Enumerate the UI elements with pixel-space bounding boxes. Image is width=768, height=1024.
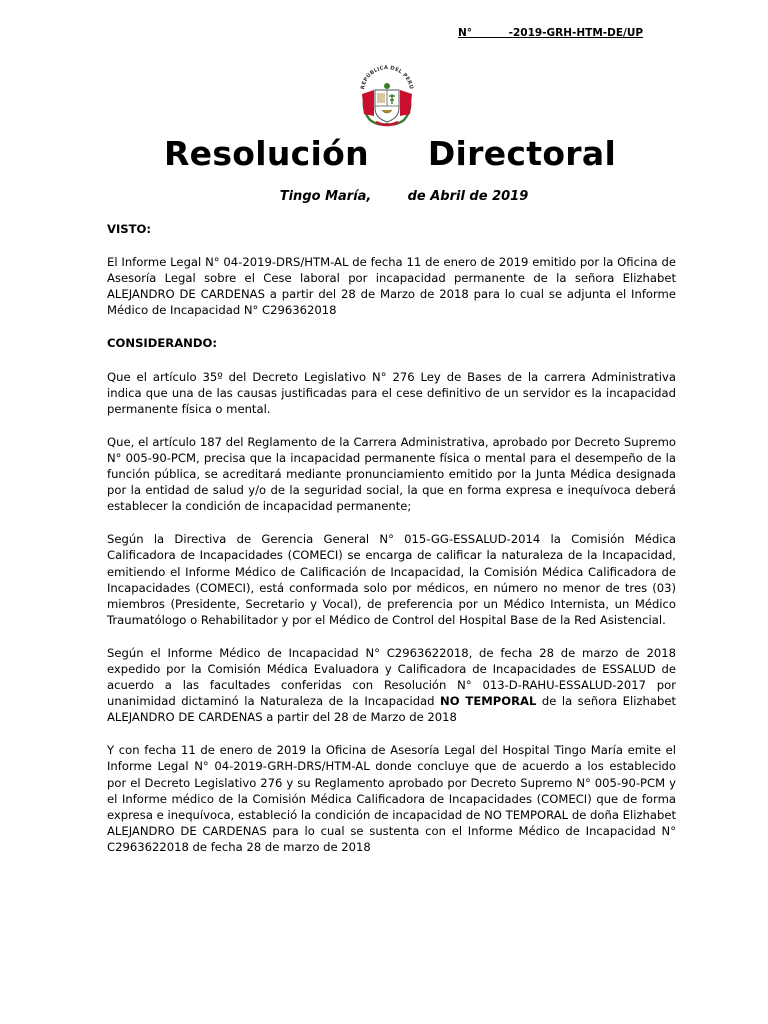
svg-text:REPÚBLICA DEL PERÚ: REPÚBLICA DEL PERÚ	[360, 64, 414, 90]
considerando-paragraph-4	[107, 645, 676, 725]
visto-paragraph: El Informe Legal N° 04-2019-DRS/HTM-AL de fecha 11 de enero de 2019 emitido por la Oficina de Asesoría Legal sobre el Cese laboral por incapacidad permanente de la señora Elizhabet ALEJANDRO DE CARDENAS a partir del 28 de Marzo de 2018 para lo cual se adjunta el Informe Médico de Incapacidad N° C296362018	[107, 255, 676, 318]
paragraph-4-text-start: Según el Informe Médico de Incapacidad N° C2963622018, de fecha 28 de marzo de 2018 expedido por la Comisión Médica Evaluadora y Calificadora de Incapacidades de ESSALUD de acuerdo a las facultades conferidas con Resolución N° 013-D-RAHU-ESSALUD-2017 por unanimidad dictaminó la Naturaleza de la Incapacidad	[107, 645, 676, 709]
document-body	[107, 221, 676, 872]
document-date-line: Tingo María, de Abril de 2019	[279, 189, 529, 204]
document-title: Resolución Directoral	[163, 134, 617, 173]
no-temporal-bold-text: NO TEMPORAL	[440, 694, 537, 709]
document-reference-number: N° -2019-GRH-HTM-DE/UP	[458, 27, 644, 39]
paragraph-4-text-end: de la señora Elizhabet ALEJANDRO DE CARDENAS a partir del 28 de Marzo de 2018	[107, 694, 676, 725]
considerando-paragraph-3: Según la Directiva de Gerencia General N° 015-GG-ESSALUD-2014 la Comisión Médica Calificadora de Incapacidades (COMECI) se encarga de calificar la naturaleza de la Incapacidad, emitiendo el Informe Médico de Calificación de Incapacidad, la Comisión Médica Calificadora de Incapacidades (COMECI), está conformada solo por médicos, en número no menor de tres (03) miembros (Presidente, Secretario y Vocal), de preferencia por un Médico Internista, un Médico Traumatólogo o Rehabilitador y por el Médico de Control del Hospital Base de la Red Asistencial.	[107, 532, 676, 627]
considerando-paragraph-1: Que el artículo 35º del Decreto Legislativo N° 276 Ley de Bases de la carrera Administrativa indica que una de las causas justificadas para el cese definitivo de un servidor es la incapacidad permanente física o mental.	[107, 369, 676, 416]
considerando-paragraph-2: Que, el artículo 187 del Reglamento de la Carrera Administrativa, aprobado por Decreto Supremo N° 005-90-PCM, precisa que la incapacidad permanente física o mental para el desempeño de la función pública, se acreditará mediante pronunciamiento emitido por la Junta Médica designada por la entidad de salud y/o de la seguridad social, la que en forma expresa e inequívoca deberá establecer la condición de incapacidad permanente;	[107, 434, 676, 514]
considerando-paragraph-5: Y con fecha 11 de enero de 2019 la Oficina de Asesoría Legal del Hospital Tingo María emite el Informe Legal N° 04-2019-GRH-DRS/HTM-AL donde concluye que de acuerdo a los establecido por el Decreto Legislativo 276 y su Reglamento aprobado por Decreto Supremo N° 005-90-PCM y el Informe médico de la Comisión Médica Calificadora de Incapacidades (COMECI) que de forma expresa e inequívoca, estableció la condición de incapacidad de NO TEMPORAL de doña Elizhabet ALEJANDRO DE CARDENAS para lo cual se sustenta con el Informe Médico de Incapacidad N° C2963622018 de fecha 28 de marzo de 2018	[107, 743, 676, 854]
considerando-heading: CONSIDERANDO:	[107, 336, 217, 351]
peru-coat-of-arms-seal	[352, 64, 422, 130]
visto-heading: VISTO:	[107, 222, 152, 236]
